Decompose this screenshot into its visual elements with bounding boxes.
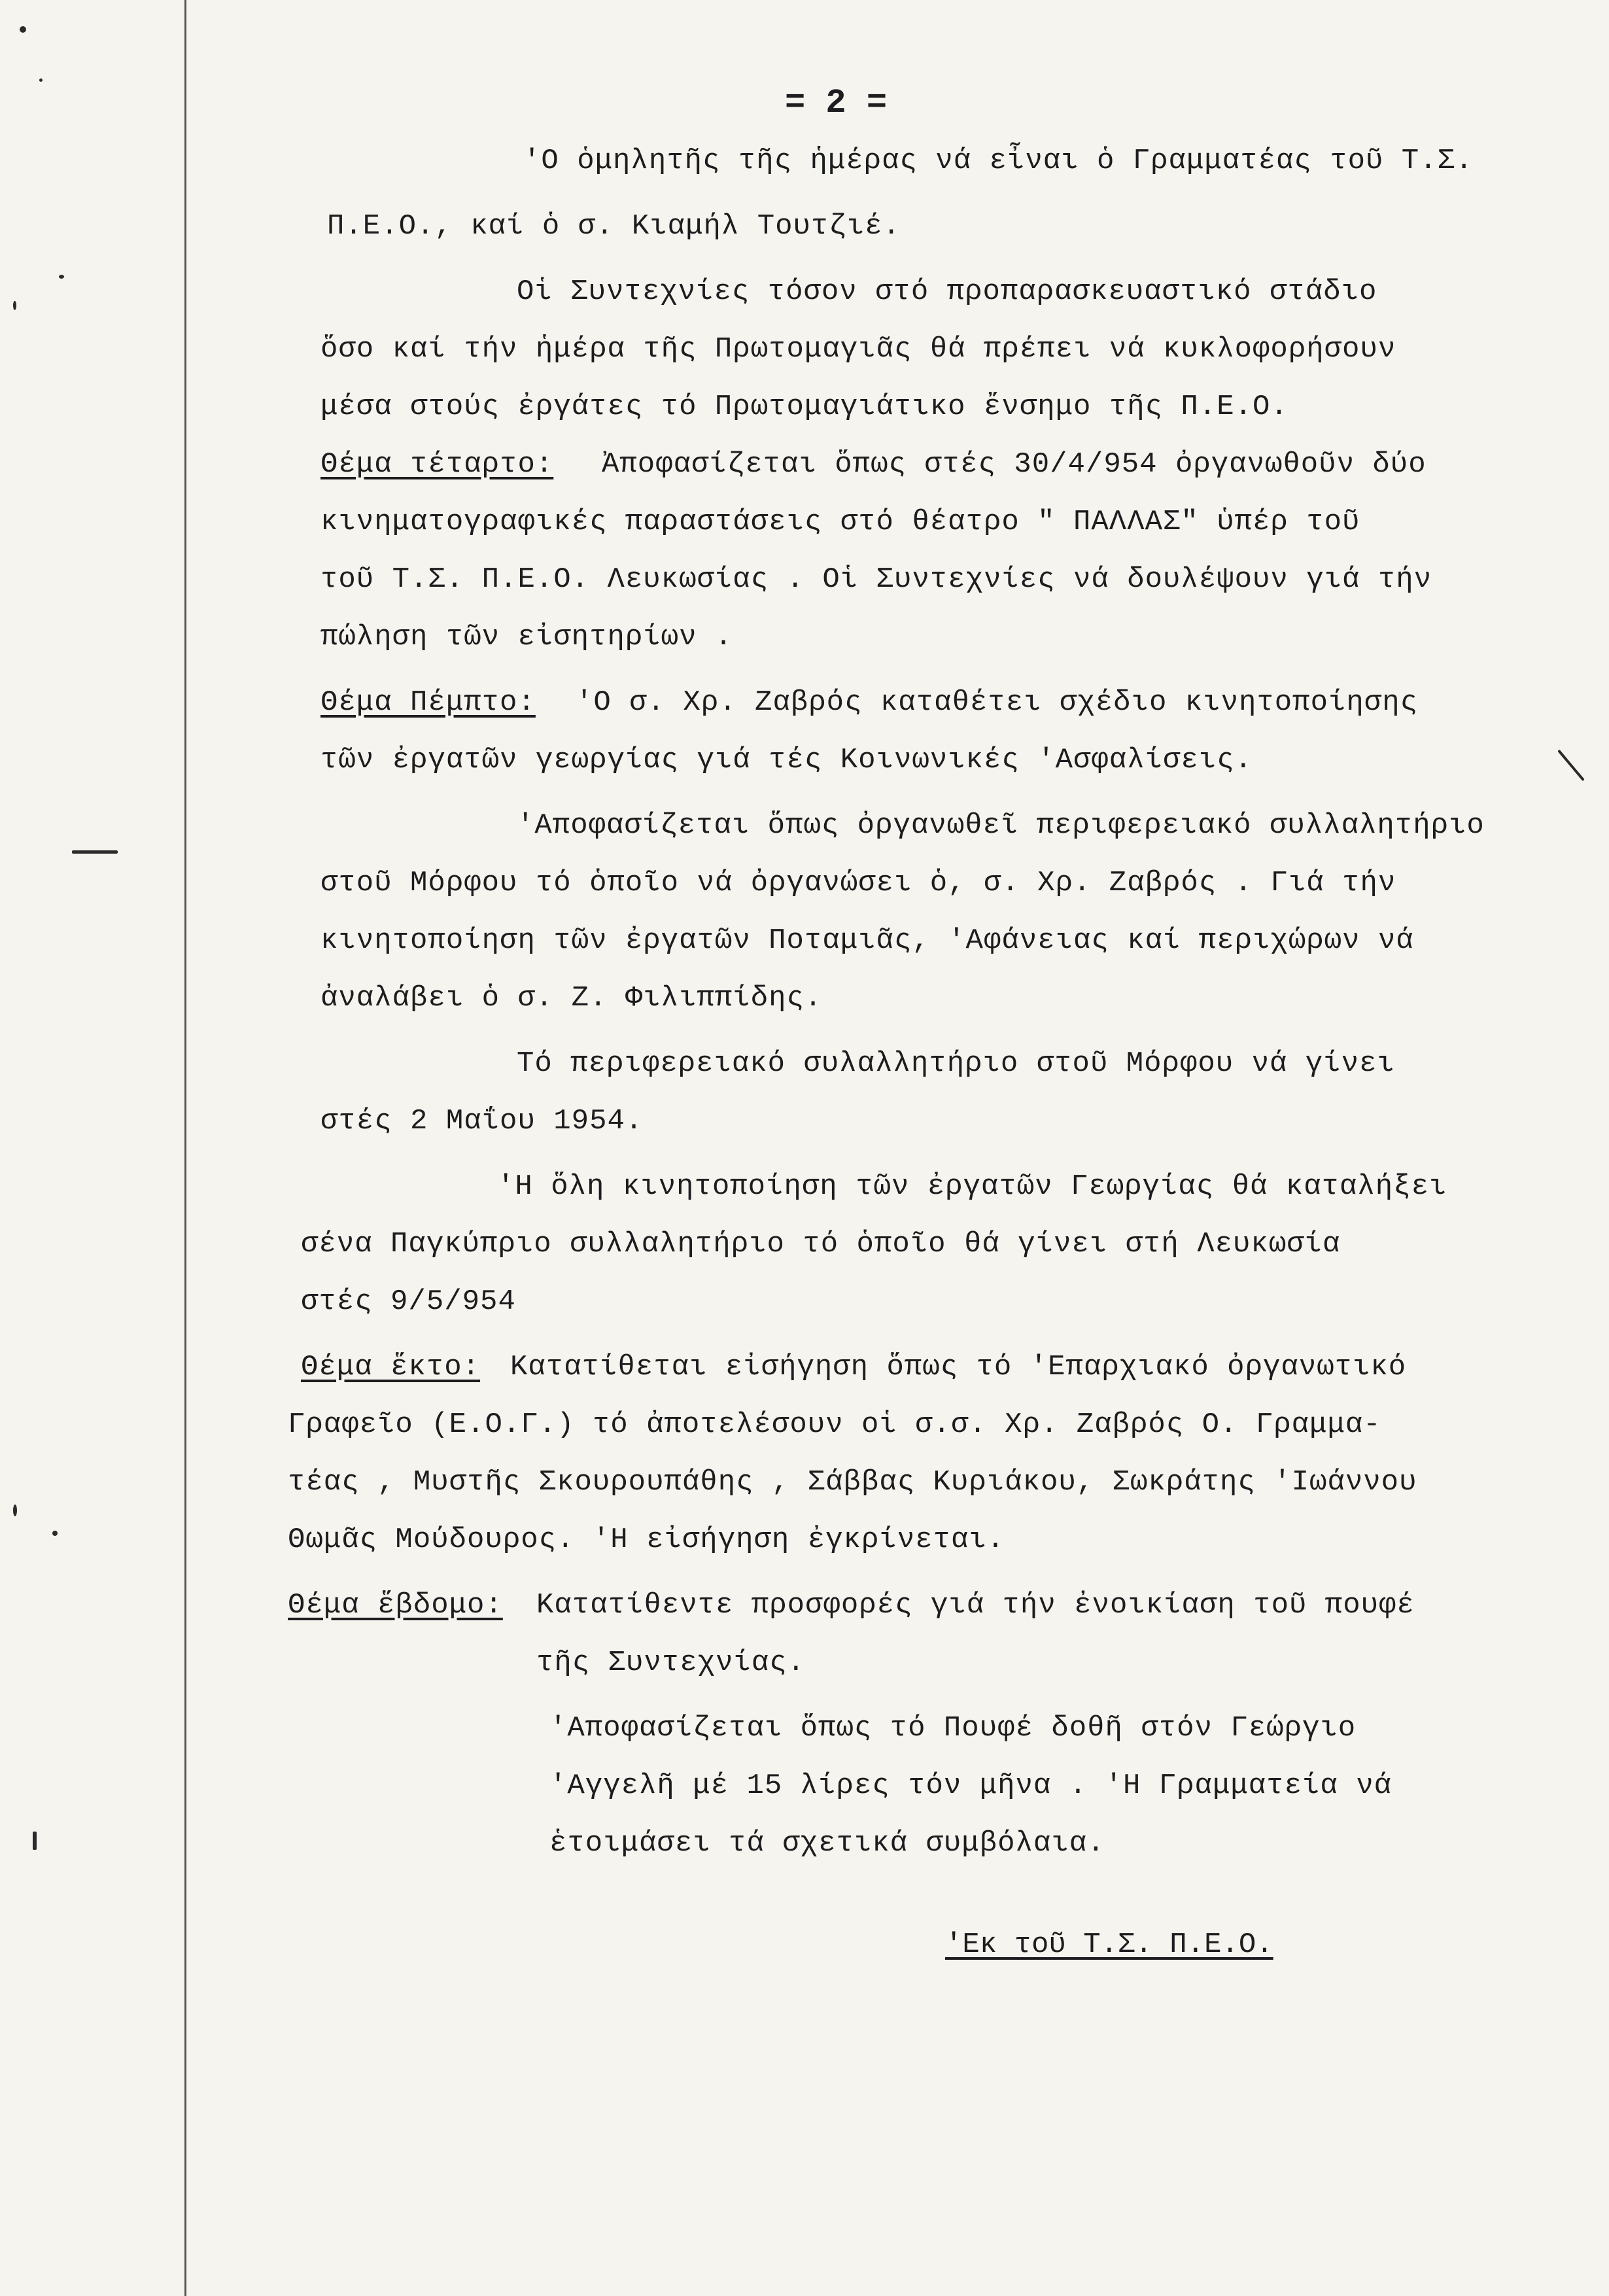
heading-theme-five: Θέμα Πέμπτο: — [320, 686, 536, 719]
text-line: Κατατίθεντε προσφορές γιά τήν ἐνοικίαση τοῦ πουφέ — [536, 1589, 1415, 1622]
text-line: Κατατίθεται εἰσήγηση ὅπως τό 'Επαρχιακό ὀργανωτικό — [510, 1351, 1407, 1383]
text-line: τῶν ἐργατῶν γεωργίας γιά τές Κοινωνικές 'Ασφαλίσεις. — [320, 744, 1253, 776]
text-line: τοῦ Τ.Σ. Π.Ε.Ο. Λευκωσίας . Οἱ Συντεχνίες νά δουλέψουν γιά τήν — [320, 563, 1432, 596]
heading-theme-seven: Θέμα ἕβδομο: — [288, 1589, 503, 1622]
text-line: τῆς Συντεχνίας. — [536, 1646, 806, 1679]
text-line: Ἀποφασίζεται ὅπως στές 30/4/954 ὀργανωθοῦν δύο — [602, 448, 1427, 481]
scan-speck — [39, 78, 43, 82]
text-line: ἑτοιμάσει τά σχετικά συμβόλαια. — [549, 1827, 1105, 1860]
text-line: Θωμᾶς Μούδουρος. 'Η εἰσήγηση ἐγκρίνεται. — [288, 1523, 1005, 1556]
text-line: ἀναλάβει ὁ σ. Ζ. Φιλιππίδης. — [320, 982, 823, 1015]
text-line: τέας , Μυστῆς Σκουρουπάθης , Σάββας Κυριάκου, Σωκράτης 'Ιωάννου — [288, 1466, 1417, 1499]
text-line: 'Αποφασίζεται ὅπως ὀργανωθεῖ περιφερειακό συλλαλητήριο — [517, 809, 1485, 842]
text-line: μέσα στούς ἐργάτες τό Πρωτομαγιάτικο ἔνσημο τῆς Π.Ε.Ο. — [320, 391, 1289, 423]
text-line: Γραφεῖο (Ε.Ο.Γ.) τό ἀποτελέσουν οἱ σ.σ. Χρ. Ζαβρός Ο. Γραμμα- — [288, 1408, 1381, 1441]
text-line: Τό περιφερειακό συλαλλητήριο στοῦ Μόρφου νά γίνει — [517, 1047, 1395, 1080]
scan-speck — [1557, 750, 1585, 782]
scan-speck — [59, 275, 64, 279]
scan-speck — [13, 1505, 17, 1516]
page-number: = 2 = — [785, 84, 888, 122]
scan-speck — [20, 26, 26, 33]
text-line: ὅσο καί τήν ἡμέρα τῆς Πρωτομαγιᾶς θά πρέπει νά κυκλοφορήσουν — [320, 333, 1396, 366]
scan-speck — [13, 301, 16, 310]
scan-speck — [72, 850, 118, 854]
text-line: κινηματογραφικές παραστάσεις στό θέατρο " ΠΑΛΛΑΣ" ὑπέρ τοῦ — [320, 506, 1360, 538]
text-line: 'Ο σ. Χρ. Ζαβρός καταθέτει σχέδιο κινητοποίησης — [576, 686, 1419, 719]
text-line: 'Αποφασίζεται ὅπως τό Πουφέ δοθῆ στόν Γεώργιο — [549, 1712, 1357, 1745]
text-line: στές 2 Μαΐου 1954. — [320, 1105, 644, 1138]
heading-theme-six: Θέμα ἕκτο: — [301, 1351, 481, 1383]
text-line: Οἱ Συντεχνίες τόσον στό προπαρασκευαστικό στάδιο — [517, 275, 1377, 308]
text-line: σένα Παγκύπριο συλλαλητήριο τό ὁποῖο θά γίνει στή Λευκωσία — [301, 1228, 1341, 1261]
binder-margin-line — [184, 0, 186, 2296]
text-line: 'Η ὅλη κινητοποίηση τῶν ἐργατῶν Γεωργίας θά καταλήξει — [497, 1170, 1447, 1203]
text-line: στές 9/5/954 — [301, 1285, 516, 1318]
heading-theme-four: Θέμα τέταρτο: — [320, 448, 554, 481]
text-line: στοῦ Μόρφου τό ὁποῖο νά ὀργανώσει ὁ, σ. Χρ. Ζαβρός . Γιά τήν — [320, 867, 1396, 899]
text-line: 'Αγγελῆ μέ 15 λίρες τόν μῆνα . 'Η Γραμματεία νά — [549, 1769, 1393, 1802]
text-line: Π.Ε.Ο., καί ὁ σ. Κιαμήλ Τουτζιέ. — [327, 210, 901, 243]
scan-speck — [52, 1531, 58, 1536]
scan-speck — [33, 1832, 37, 1850]
text-line: πώληση τῶν εἰσητηρίων . — [320, 621, 733, 653]
text-line: 'Ο ὁμηλητῆς τῆς ἡμέρας νά εἶναι ὁ Γραμματέας τοῦ Τ.Σ. — [523, 145, 1474, 177]
signature-line: 'Εκ τοῦ Τ.Σ. Π.Ε.Ο. — [945, 1928, 1273, 1961]
text-line: κινητοποίηση τῶν ἐργατῶν Ποταμιᾶς, 'Αφάνειας καί περιχώρων νά — [320, 924, 1414, 957]
